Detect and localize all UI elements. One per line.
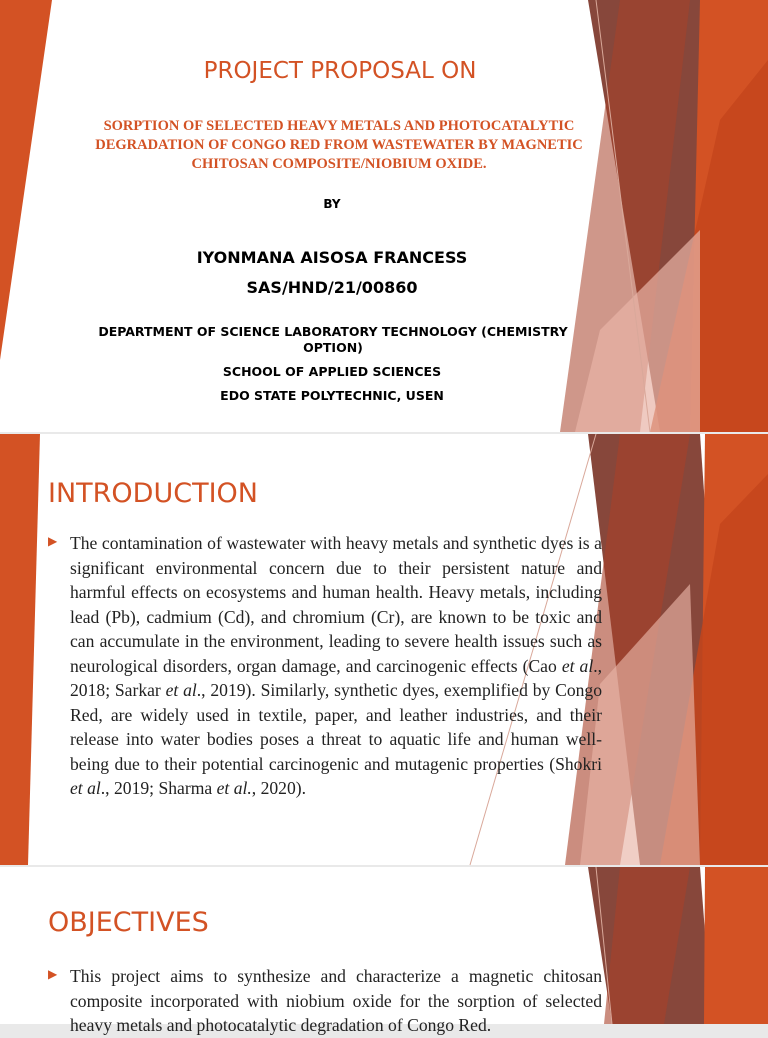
citation-italic: et al [165, 680, 197, 700]
institution: EDO STATE POLYTECHNIC, USEN [220, 388, 444, 403]
introduction-heading: INTRODUCTION [48, 478, 258, 509]
paragraph-run: ., 2019; Sharma [100, 778, 217, 798]
introduction-slide [0, 434, 768, 865]
left-accent-shape [0, 0, 52, 360]
citation-italic: et al [561, 655, 594, 676]
objectives-heading: OBJECTIVES [48, 907, 209, 938]
author-block [0, 243, 664, 303]
left-accent-shape [0, 434, 40, 865]
paragraph-run: ., 2019). Similarly, synthetic dyes, exemplified by Congo Red, are widely used in textile, paper, and leather industries, and their release into water bodies poses a threat to aquatic life and human well-being due to their potential carcinogenic and mutagenic properties (Shokri [70, 680, 603, 774]
by-label: BY [323, 197, 341, 211]
matric-number: SAS/HND/21/00860 [246, 278, 418, 297]
objectives-paragraph: This project aims to synthesize and characterize a magnetic chitosan composite incorporated with niobium oxide for the sorption of selected heavy metals and photocatalytic degradation of Congo Red. [70, 966, 602, 1035]
slide-title: PROJECT PROPOSAL ON [203, 58, 477, 84]
right-accent-shape [704, 867, 768, 1024]
paragraph-run: , 2020). [251, 778, 307, 798]
introduction-paragraph [70, 531, 602, 801]
triangle-bullet-icon: ▶ [48, 967, 58, 981]
school: SCHOOL OF APPLIED SCIENCES [222, 364, 442, 379]
title-slide [0, 0, 768, 432]
department: DEPARTMENT OF SCIENCE LABORATORY TECHNOLOGY (CHEMISTRY OPTION) [98, 324, 568, 355]
paragraph-run: ., 2018; Sarkar [70, 655, 603, 700]
objectives-slide [0, 867, 768, 1035]
project-topic: SORPTION OF SELECTED HEAVY METALS AND PHOTOCATALYTIC DEGRADATION OF CONGO RED FROM WASTEWATER BY MAGNETIC CHITOSAN COMPOSITE/NIOBIUM OXIDE. [95, 118, 583, 172]
citation-italic: et al [70, 778, 101, 798]
citation-italic: et al. [216, 778, 252, 798]
author-name: IYONMANA AISOSA FRANCESS [196, 248, 468, 267]
triangle-bullet-icon: ▶ [48, 534, 58, 548]
paragraph-run: The contamination of wastewater with heavy metals and synthetic dyes is a significant environmental concern due to their persistent nature and harmful effects on ecosystems and human health. Heavy metals, including lead (Pb), cadmium (Cd), and chromium (Cr), are known to be toxic and can accumulate in the environment, leading to severe health issues such as neurological disorders, organ damage, and carcinogenic effects (Cao [70, 533, 602, 676]
